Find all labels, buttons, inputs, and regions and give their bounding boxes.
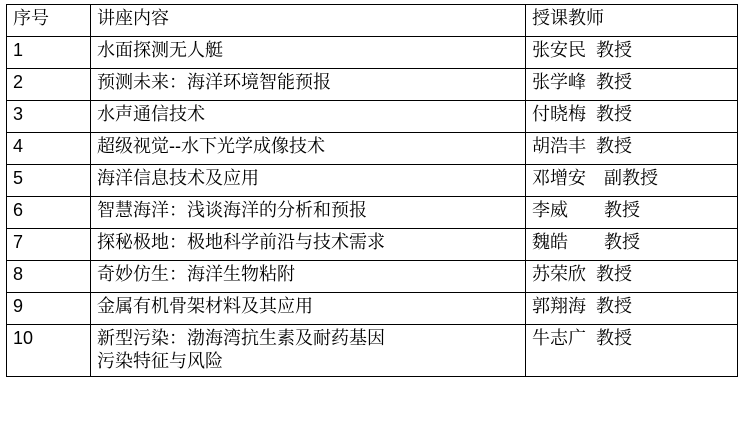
cell-topic: 水声通信技术 xyxy=(91,101,526,133)
cell-teacher: 李威 教授 xyxy=(526,197,738,229)
table-row xyxy=(7,101,738,133)
cell-no: 5 xyxy=(7,165,91,197)
cell-no: 4 xyxy=(7,133,91,165)
table-header-row xyxy=(7,5,738,37)
table-row xyxy=(7,197,738,229)
table-row xyxy=(7,261,738,293)
header-cell-teacher: 授课教师 xyxy=(526,5,738,37)
cell-teacher: 郭翔海 教授 xyxy=(526,293,738,325)
cell-teacher: 付晓梅 教授 xyxy=(526,101,738,133)
cell-teacher: 张安民 教授 xyxy=(526,37,738,69)
table-row xyxy=(7,165,738,197)
table-row xyxy=(7,69,738,101)
cell-no: 2 xyxy=(7,69,91,101)
cell-no: 6 xyxy=(7,197,91,229)
cell-topic: 奇妙仿生：海洋生物粘附 xyxy=(91,261,526,293)
cell-teacher: 张学峰 教授 xyxy=(526,69,738,101)
header-cell-no: 序号 xyxy=(7,5,91,37)
table-row xyxy=(7,133,738,165)
cell-topic: 海洋信息技术及应用 xyxy=(91,165,526,197)
table-row xyxy=(7,37,738,69)
cell-topic: 探秘极地：极地科学前沿与技术需求 xyxy=(91,229,526,261)
cell-no: 1 xyxy=(7,37,91,69)
cell-topic: 新型污染：渤海湾抗生素及耐药基因 污染特征与风险 xyxy=(91,325,526,377)
cell-teacher: 牛志广 教授 xyxy=(526,325,738,377)
cell-topic: 金属有机骨架材料及其应用 xyxy=(91,293,526,325)
cell-no: 7 xyxy=(7,229,91,261)
cell-teacher: 胡浩丰 教授 xyxy=(526,133,738,165)
cell-topic: 智慧海洋：浅谈海洋的分析和预报 xyxy=(91,197,526,229)
cell-topic: 预测未来：海洋环境智能预报 xyxy=(91,69,526,101)
cell-no: 8 xyxy=(7,261,91,293)
cell-no: 9 xyxy=(7,293,91,325)
cell-no: 3 xyxy=(7,101,91,133)
header-cell-topic: 讲座内容 xyxy=(91,5,526,37)
cell-no: 10 xyxy=(7,325,91,377)
cell-teacher: 苏荣欣 教授 xyxy=(526,261,738,293)
table-row xyxy=(7,229,738,261)
table-row xyxy=(7,293,738,325)
cell-teacher: 邓增安 副教授 xyxy=(526,165,738,197)
table-row xyxy=(7,325,738,377)
cell-topic: 超级视觉--水下光学成像技术 xyxy=(91,133,526,165)
table-body xyxy=(7,5,738,377)
cell-topic: 水面探测无人艇 xyxy=(91,37,526,69)
lecture-schedule-table xyxy=(6,4,738,377)
cell-teacher: 魏皓 教授 xyxy=(526,229,738,261)
